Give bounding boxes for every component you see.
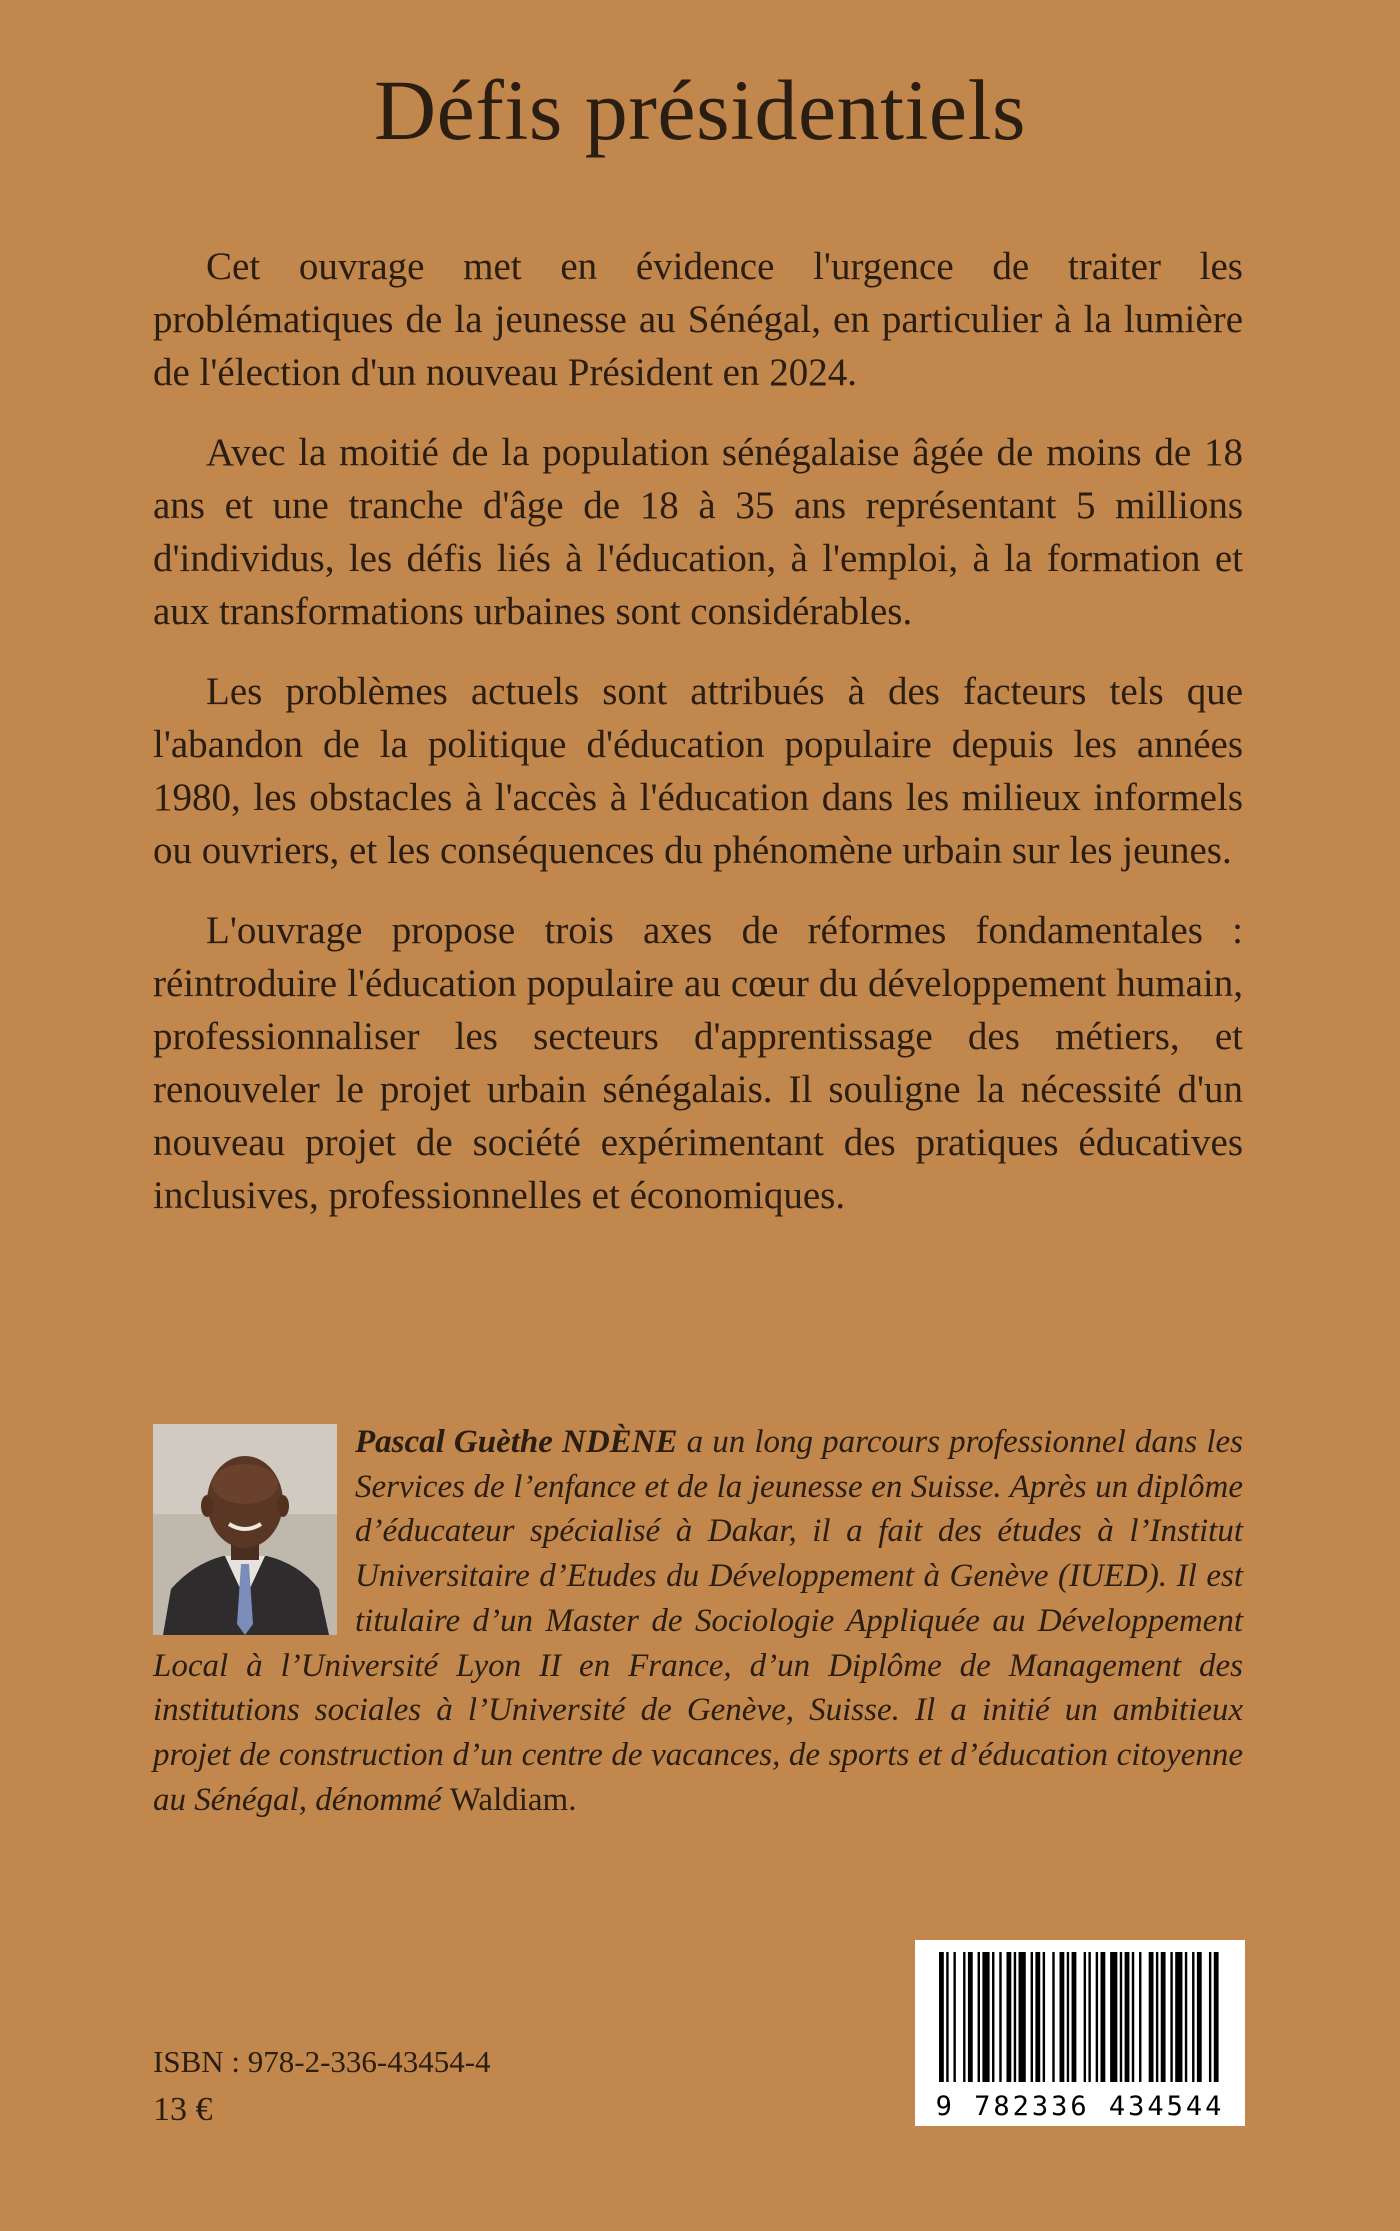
- blurb-paragraph-4: L'ouvrage propose trois axes de réformes fondamentales : réintroduire l'éducation populaire au cœur du développement humain, professionnaliser les secteurs d'apprentissage des métiers, et renouveler le projet urbain sénégalais. Il souligne la nécessité d'un nouveau projet de société expérimentant des pratiques éducatives inclusives, professionnelles et économiques.: [153, 909, 1243, 1217]
- barcode-bar: [1161, 1952, 1166, 2082]
- barcode-bar: [1170, 1952, 1172, 2082]
- barcode-bar: [1185, 1952, 1187, 2082]
- barcode-bar: [1197, 1952, 1202, 2082]
- barcode-bar: [1084, 1952, 1086, 2082]
- back-cover-blurb: [153, 240, 1243, 1249]
- barcode-bar: [1120, 1952, 1122, 2082]
- barcode-bar: [1132, 1952, 1134, 2082]
- blurb-paragraph-3: Les problèmes actuels sont attribués à des facteurs tels que l'abandon de la politique d'éducation populaire depuis les années 1980, les obstacles à l'accès à l'éducation dans les milieux informels ou ouvriers, et les conséquences du phénomène urbain sur les jeunes.: [153, 670, 1243, 872]
- barcode-bar: [1052, 1952, 1054, 2082]
- barcode-bar: [982, 1952, 989, 2082]
- barcode-bar: [992, 1952, 994, 2082]
- author-bio-text: a un long parcours professionnel dans les Services de l’enfance et de la jeunesse en Suisse. Après un diplôme d’éducateur spécialisé à Dakar, il a fait des études à l’Institut Universitaire d’Etudes du Développement à Genève (IUED). Il est titulaire d’un Master de Sociologie Appliquée au Développement Local à l’Université Lyon II en France, d’un Diplôme de Management des institutions sociales à l’Université de Genève, Suisse. Il a initié un ambitieux projet de construction d’un centre de vacances, de sports et d’éducation citoyenne au Sénégal, dénommé: [153, 1424, 1243, 1818]
- barcode-bar: [1175, 1952, 1182, 2082]
- barcode-bar: [1110, 1952, 1117, 2082]
- barcode-bars: [915, 1940, 1245, 2090]
- barcode-bar: [1043, 1952, 1045, 2082]
- barcode-bar: [1019, 1952, 1026, 2082]
- barcode-bar: [1214, 1952, 1219, 2082]
- barcode: [915, 1940, 1245, 2126]
- barcode-bar: [1096, 1952, 1098, 2082]
- author-photo: [153, 1424, 337, 1635]
- barcode-bar: [1139, 1952, 1141, 2082]
- barcode-bar: [963, 1952, 965, 2082]
- barcode-bar: [1192, 1952, 1194, 2082]
- barcode-bar: [946, 1952, 948, 2082]
- barcode-bar: [1149, 1952, 1154, 2082]
- barcode-bar: [999, 1952, 1001, 2082]
- book-title: Défis présidentiels: [374, 62, 1026, 158]
- barcode-bar: [1067, 1952, 1069, 2082]
- isbn: ISBN : 978-2-336-43454-4: [153, 2044, 491, 2079]
- barcode-bar: [1100, 1952, 1105, 2082]
- blurb-paragraph-2: Avec la moitié de la population sénégalaise âgée de moins de 18 ans et une tranche d'âge de 18 à 35 ans représentant 5 millions d'individus, les défis liés à l'éducation, à l'emploi, à la formation et aux transformations urbaines sont considérables.: [153, 431, 1243, 633]
- barcode-digits: 9 782336 434544: [935, 2091, 1225, 2122]
- barcode-bar: [953, 1952, 955, 2082]
- price: 13 €: [153, 2091, 213, 2128]
- barcode-bar: [1014, 1952, 1016, 2082]
- blurb-paragraph-1: Cet ouvrage met en évidence l'urgence de traiter les problématiques de la jeunesse au Sénégal, en particulier à la lumière de l'élection d'un nouveau Président en 2024.: [153, 245, 1243, 394]
- author-project-name: Waldiam.: [449, 1781, 577, 1818]
- barcode-bar: [1006, 1952, 1011, 2082]
- barcode-bar: [1035, 1952, 1040, 2082]
- barcode-bar: [968, 1952, 973, 2082]
- barcode-bar: [1072, 1952, 1077, 2082]
- author-section: [153, 1420, 1243, 1822]
- barcode-bar: [1060, 1952, 1065, 2082]
- barcode-bar: [939, 1952, 944, 2082]
- barcode-bar: [1156, 1952, 1158, 2082]
- barcode-bar: [1125, 1952, 1130, 2082]
- barcode-bar: [1088, 1952, 1090, 2082]
- author-name: Pascal Guèthe NDÈNE: [355, 1424, 678, 1460]
- barcode-bar: [1209, 1952, 1211, 2082]
- barcode-bar: [978, 1952, 980, 2082]
- barcode-bar: [1031, 1952, 1033, 2082]
